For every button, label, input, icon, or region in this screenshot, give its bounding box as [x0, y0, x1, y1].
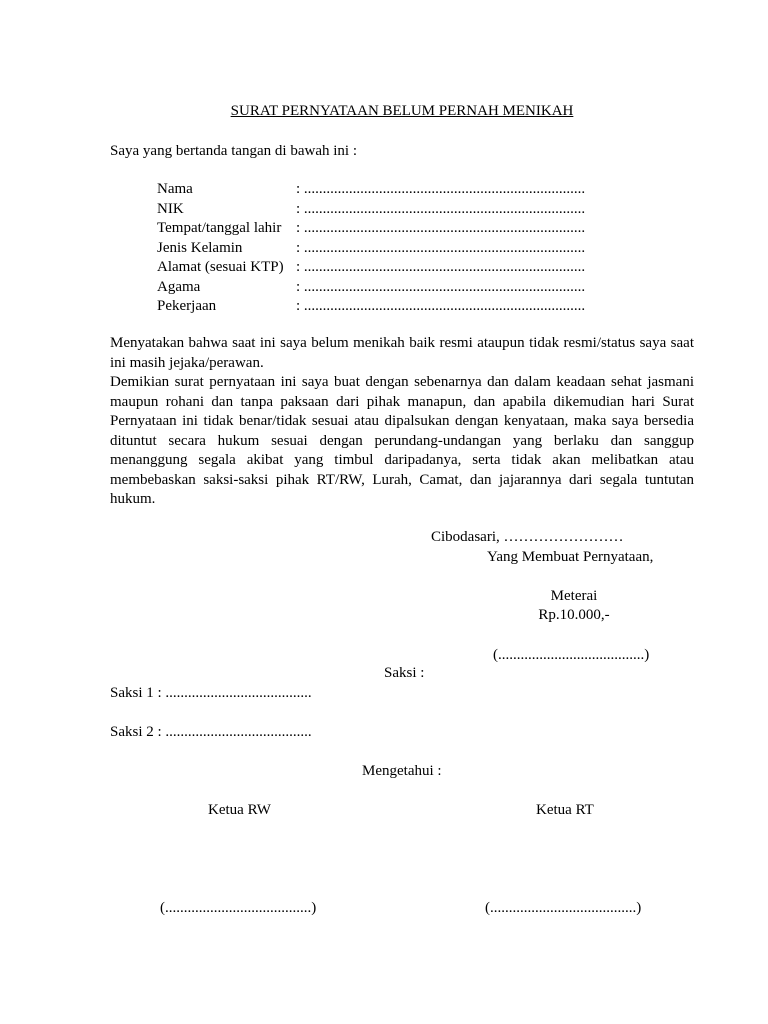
- field-value: : ...........................................................................: [296, 239, 586, 256]
- document-title: SURAT PERNYATAAN BELUM PERNAH MENIKAH: [230, 103, 574, 119]
- field-value: : ...........................................................................: [296, 259, 586, 275]
- place-date: Cibodasari, ……………………: [431, 529, 624, 545]
- stamp-value: Rp.10.000,-: [538, 607, 610, 623]
- field-row-jenis-kelamin: [157, 239, 585, 259]
- field-label: NIK: [157, 200, 184, 217]
- field-row-agama: [157, 278, 585, 298]
- rt-label: Ketua RT: [536, 802, 594, 818]
- field-row-nik: [157, 200, 585, 220]
- field-value: : ...........................................................................: [296, 200, 586, 217]
- field-value: : ...........................................................................: [296, 278, 586, 295]
- rw-label: Ketua RW: [208, 802, 271, 818]
- intro-text: Saya yang bertanda tangan di bawah ini :: [110, 143, 358, 159]
- field-label: Agama: [157, 278, 201, 295]
- field-value: : ...........................................................................: [296, 220, 586, 236]
- witness-1: Saksi 1 : .......................................: [110, 685, 312, 701]
- stamp-label: Meterai: [550, 588, 598, 604]
- field-row-nama: [157, 180, 585, 200]
- witness-2: Saksi 2 : .......................................: [110, 724, 312, 740]
- field-label: Alamat (sesuai KTP): [157, 259, 284, 275]
- field-row-alamat: [157, 258, 585, 278]
- acknowledged-heading: Mengetahui :: [362, 763, 442, 779]
- field-label: Pekerjaan: [157, 298, 217, 314]
- field-row-pekerjaan: [157, 297, 585, 317]
- maker-label: Yang Membuat Pernyataan,: [487, 549, 654, 565]
- field-label: Nama: [157, 181, 193, 197]
- rw-signature-line: (.......................................): [160, 900, 317, 916]
- witness-heading: Saksi :: [384, 665, 425, 681]
- field-label: Tempat/tanggal lahir: [157, 220, 282, 236]
- field-value: : ...........................................................................: [296, 298, 586, 314]
- statement-paragraph: Menyatakan bahwa saat ini saya belum menikah baik resmi ataupun tidak resmi/status saya saat ini masih jejaka/perawan.: [110, 335, 694, 371]
- declaration-paragraph: Demikian surat pernyataan ini saya buat dengan sebenarnya dan dalam keadaan sehat jasmani maupun rohani dan tanpa paksaan dari pihak manapun, dan apabila dikemudian hari Surat Pernyataan ini tidak benar/tidak sesuai atau dipalsukan dengan kenyataan, maka saya bersedia dituntut secara hukum sesuai dengan perundang-undangan yang berlaku dan sanggup menanggung segala akibat yang timbul daripadanya, serta tidak akan melibatkan atau membebaskan saksi-saksi pihak RT/RW, Lurah, Camat, dan jajarannya dari segala tuntutan hukum.: [110, 374, 694, 507]
- maker-signature-line: (.......................................): [493, 647, 650, 663]
- rt-signature-line: (.......................................): [485, 900, 642, 916]
- identity-fields: [157, 180, 585, 317]
- field-value: : ...........................................................................: [296, 181, 586, 197]
- field-label: Jenis Kelamin: [157, 239, 243, 256]
- field-row-tempat-tanggal-lahir: [157, 219, 585, 239]
